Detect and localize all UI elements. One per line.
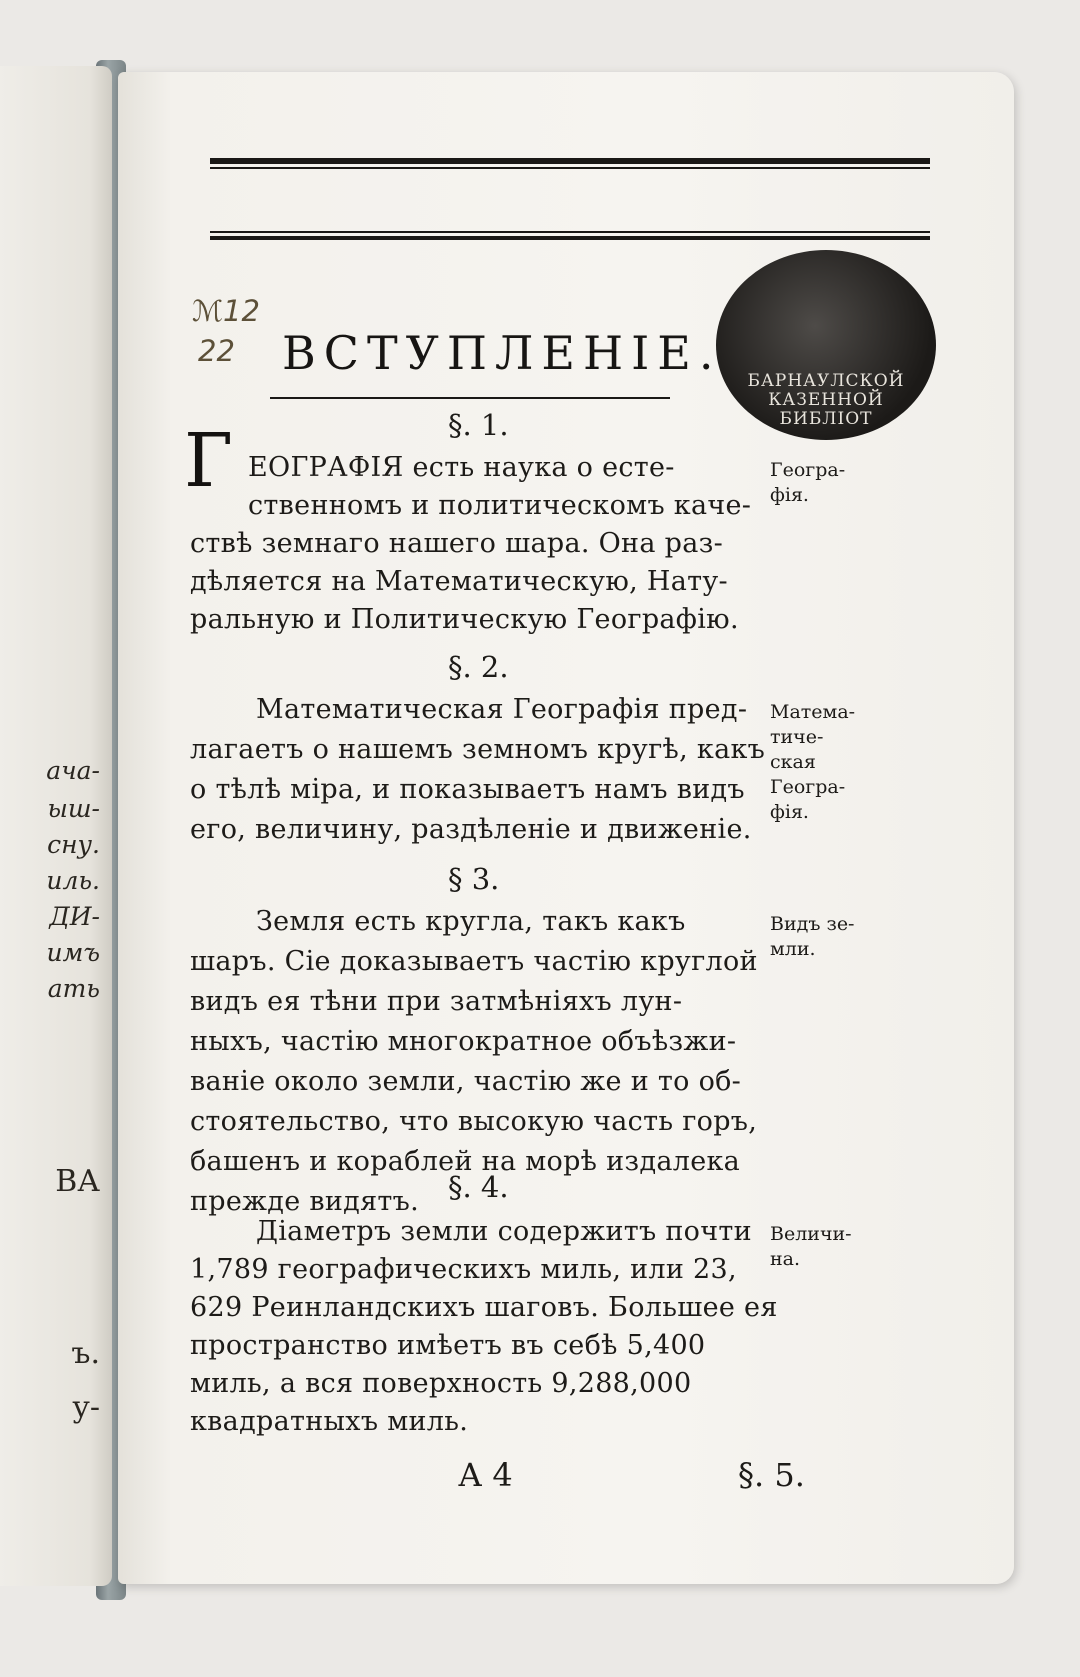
stamp-text-line: БАРНАУЛСКОЙ — [747, 371, 905, 391]
margin-note — [770, 458, 845, 508]
margin-note-line: Матема- — [770, 701, 856, 723]
catchword: §. 5. — [738, 1456, 805, 1494]
section-mark: § 3. — [448, 862, 500, 896]
text-line: 1,789 географическихъ миль, или 23, — [190, 1254, 737, 1285]
text-line: миль, а вся поверхность 9,288,000 — [190, 1368, 692, 1399]
left-page-fragment: ача- — [46, 756, 100, 785]
margin-note — [770, 912, 854, 962]
margin-note-line: тиче- — [770, 726, 824, 748]
left-page-fragment: у- — [72, 1390, 100, 1425]
text-line: дѣляется на Математическую, Нату- — [190, 566, 728, 597]
stamp-text-line: КАЗЕННОЙ — [768, 390, 884, 410]
library-stamp — [716, 250, 936, 440]
text-line: ральную и Политическую Географiю. — [190, 604, 739, 635]
text-line: шаръ. Сiе доказываетъ частiю круглой — [190, 946, 758, 977]
left-page-fragment: ыш- — [47, 794, 100, 823]
text-line: лагаетъ о нашемъ земномъ кругѣ, какъ — [190, 734, 766, 765]
left-page-edge — [0, 66, 112, 1586]
margin-note-line: на. — [770, 1248, 801, 1270]
text-line: о тѣлѣ мiра, и показываетъ намъ видъ — [190, 774, 745, 805]
margin-note-line: фiя. — [770, 801, 809, 823]
text-line: Дiаметръ земли содержитъ почти — [256, 1216, 752, 1247]
text-line: башенъ и кораблей на морѣ издалека — [190, 1146, 741, 1177]
margin-note — [770, 700, 855, 825]
book-page — [118, 72, 1014, 1584]
drop-capital: Г — [184, 418, 233, 504]
margin-note-line: Величи- — [770, 1223, 852, 1245]
margin-note-line: ская — [770, 751, 816, 773]
text-line: 629 Реинландскихъ шаговъ. Большее ея — [190, 1292, 778, 1323]
second-ornament-rule — [210, 228, 930, 240]
section-mark: §. 4. — [448, 1170, 509, 1204]
text-line: видъ ея тѣни при затмѣнiяхъ лун- — [190, 986, 683, 1017]
left-page-fragment: иль. — [46, 866, 100, 895]
text-line: Земля есть кругла, такъ какъ — [256, 906, 686, 937]
left-page-fragment: ъ. — [71, 1336, 100, 1371]
text-line: ствѣ земнаго нашего шара. Она раз- — [190, 528, 724, 559]
margin-note-line: Видъ зе- — [770, 913, 855, 935]
text-line: квадратныхъ миль. — [190, 1406, 469, 1437]
text-line: ЕОГРАФIЯ есть наука о есте- — [248, 452, 675, 483]
handwritten-shelfmark: ℳ12 — [192, 294, 260, 328]
left-page-fragment: ДИ- — [49, 902, 100, 931]
section-mark: §. 2. — [448, 650, 509, 684]
text-line: ныхъ, частiю многократное объѣзжи- — [190, 1026, 737, 1057]
left-page-fragment: сну. — [47, 830, 100, 859]
text-line: ванiе около земли, частiю же и то об- — [190, 1066, 742, 1097]
signature-mark: А 4 — [458, 1456, 513, 1494]
margin-note-line: Геогра- — [770, 776, 846, 798]
stamp-text-line: БИБЛIОТ — [779, 409, 873, 429]
text-line: пространство имѣетъ въ себѣ 5,400 — [190, 1330, 706, 1361]
left-page-fragment: имъ — [46, 938, 100, 967]
text-line: ственномъ и политическомъ каче- — [248, 490, 752, 521]
margin-note — [770, 1222, 852, 1272]
margin-note-line: мли. — [770, 938, 816, 960]
left-page-fragment: ать — [47, 974, 100, 1003]
left-page-fragment: ВА — [55, 1164, 100, 1199]
margin-note-line: Геогра- — [770, 459, 846, 481]
page-heading: ВСТУПЛЕНIЕ. — [282, 326, 722, 380]
text-line: прежде видятъ. — [190, 1186, 420, 1217]
text-line: стоятельство, что высокую часть горъ, — [190, 1106, 758, 1137]
text-line: Математическая Географiя пред- — [256, 694, 748, 725]
section-mark: §. 1. — [448, 408, 509, 442]
handwritten-shelfmark: 22 — [198, 334, 235, 368]
text-line: его, величину, раздѣленiе и движенiе. — [190, 814, 752, 845]
margin-note-line: фiя. — [770, 484, 809, 506]
heading-underline — [270, 397, 670, 399]
top-ornament-rule — [210, 158, 930, 169]
